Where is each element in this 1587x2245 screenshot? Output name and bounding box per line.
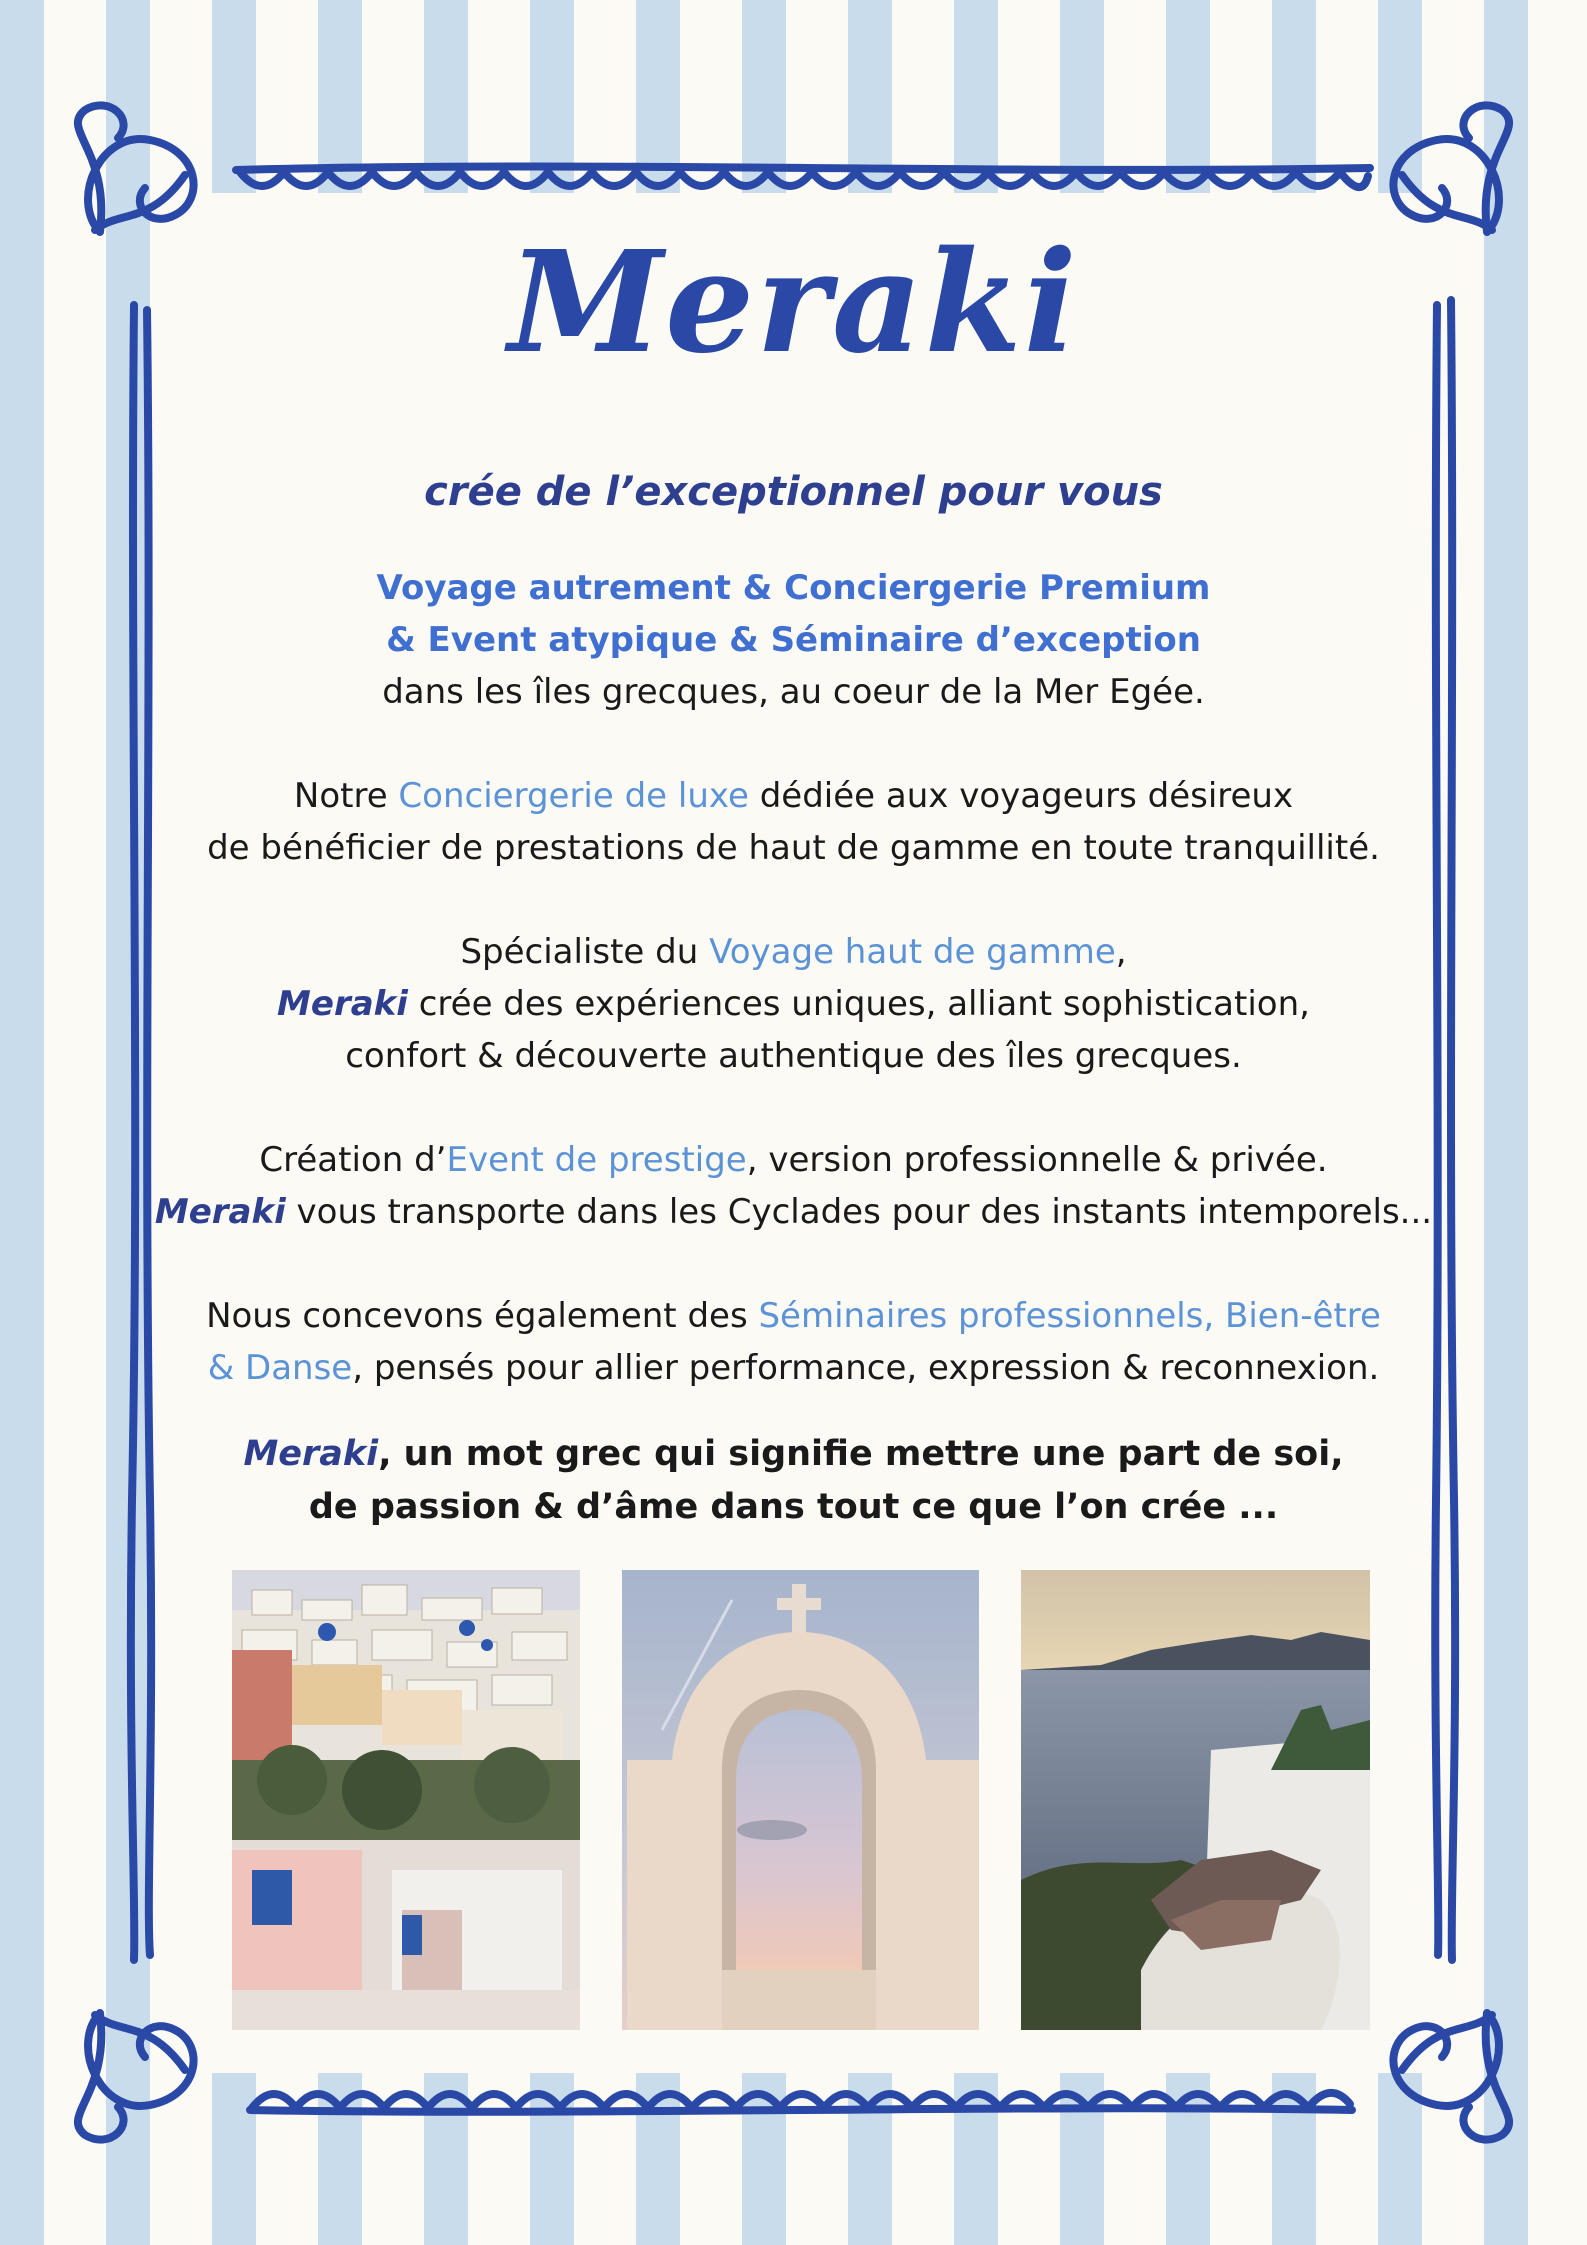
voyage-brand: Meraki: [277, 984, 408, 1024]
services-block: [140, 562, 1447, 718]
seminar-link-1[interactable]: Séminaires professionnels, Bien-être: [758, 1296, 1381, 1336]
closing-statement: [140, 1428, 1447, 1534]
sea-view-photo: [1021, 1570, 1370, 2030]
event-line-2-rest: vous transporte dans les Cyclades pour des instants intemporels...: [285, 1192, 1433, 1232]
bell-tower-arch-photo: [622, 1570, 979, 2030]
frame-top-line: [236, 166, 1370, 170]
seminar-link-2[interactable]: & Danse: [207, 1348, 353, 1388]
closing-line-2: de passion & d’âme dans tout ce que l’on crée ...: [308, 1487, 1279, 1527]
voyage-line-3: confort & découverte authentique des îles grecques.: [345, 1036, 1242, 1076]
seminar-paragraph: [140, 1290, 1447, 1394]
voyage-link[interactable]: Voyage haut de gamme: [709, 932, 1116, 972]
services-line-2: & Event atypique & Séminaire d’exception: [386, 620, 1201, 660]
voyage-paragraph: [140, 926, 1447, 1082]
event-line-1: [140, 1134, 1447, 1186]
frame-right-line-outer: [1451, 300, 1455, 1960]
voyage-suffix: ,: [1115, 932, 1127, 972]
event-suffix: , version professionnelle & privée.: [746, 1140, 1328, 1180]
concierge-suffix: dédiée aux voyageurs désireux: [748, 776, 1294, 816]
frame-left-line-inner: [147, 310, 151, 1955]
closing-line-1: [140, 1428, 1447, 1481]
corner-swirl-bottom-right: [1393, 2013, 1509, 2140]
concierge-line-1: [140, 770, 1447, 822]
concierge-paragraph: [140, 770, 1447, 874]
frame-right-line-inner: [1435, 305, 1438, 1955]
closing-brand: Meraki: [243, 1434, 379, 1474]
concierge-link[interactable]: Conciergerie de luxe: [398, 776, 749, 816]
tagline: crée de l’exceptionnel pour vous: [424, 469, 1163, 515]
voyage-line-1: [140, 926, 1447, 978]
closing-line-1-rest: , un mot grec qui signifie mettre une part de soi,: [378, 1434, 1344, 1474]
event-link[interactable]: Event de prestige: [446, 1140, 747, 1180]
corner-swirl-bottom-left: [78, 2013, 194, 2140]
event-brand: Meraki: [154, 1192, 286, 1232]
voyage-line-2-rest: crée des expériences uniques, alliant sophistication,: [407, 984, 1310, 1024]
santorini-village-photo: [232, 1570, 580, 2030]
event-paragraph: [140, 1134, 1447, 1238]
concierge-line-2: de bénéficier de prestations de haut de gamme en toute tranquillité.: [207, 828, 1380, 868]
event-line-2: [140, 1186, 1447, 1238]
concierge-prefix: Notre: [293, 776, 399, 816]
seminar-prefix: Nous concevons également des: [206, 1296, 759, 1336]
meraki-logo-title: Meraki: [508, 221, 1079, 385]
frame-top-scallop: [240, 172, 1368, 187]
frame-bottom-line: [250, 2108, 1352, 2111]
seminar-line-2: [140, 1342, 1447, 1394]
voyage-line-2: [140, 978, 1447, 1030]
seminar-suffix: , pensés pour allier performance, expression & reconnexion.: [352, 1348, 1380, 1388]
corner-swirl-top-left: [78, 105, 194, 232]
services-line-3: dans les îles grecques, au coeur de la Mer Egée.: [382, 672, 1205, 712]
event-prefix: Création d’: [259, 1140, 447, 1180]
voyage-prefix: Spécialiste du: [460, 932, 710, 972]
services-line-1: Voyage autrement & Conciergerie Premium: [376, 568, 1211, 608]
seminar-line-1: [140, 1290, 1447, 1342]
corner-swirl-top-right: [1393, 105, 1509, 232]
frame-left-line-outer: [131, 305, 135, 1960]
